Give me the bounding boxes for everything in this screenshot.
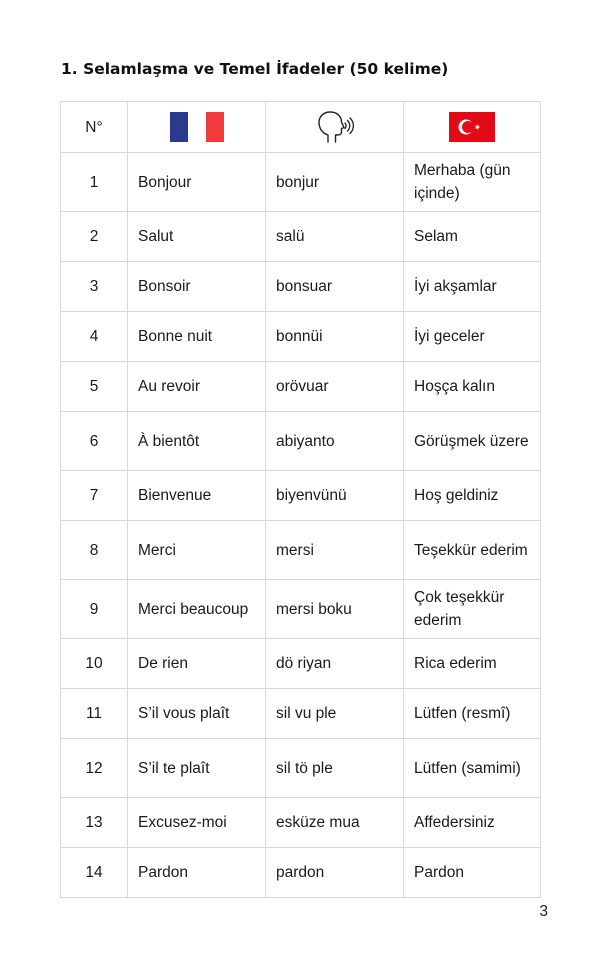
- section-title: 1. Selamlaşma ve Temel İfadeler (50 kelime): [61, 60, 449, 78]
- pronunciation: orövuar: [266, 362, 404, 412]
- turkish-translation: Affedersiniz: [404, 798, 541, 848]
- pronunciation: esküze mua: [266, 798, 404, 848]
- pronunciation: sil vu ple: [266, 689, 404, 739]
- turkish-translation: Lütfen (samimi): [404, 739, 541, 798]
- table-row: [61, 848, 541, 898]
- table-row: [61, 471, 541, 521]
- table-row: [61, 312, 541, 362]
- french-word: S’il vous plaît: [128, 689, 266, 739]
- row-number: 14: [61, 848, 128, 898]
- vocabulary-table: [60, 101, 541, 898]
- french-word: De rien: [128, 639, 266, 689]
- turkish-translation: Hoş geldiniz: [404, 471, 541, 521]
- pronunciation: bonsuar: [266, 262, 404, 312]
- turkish-translation: İyi geceler: [404, 312, 541, 362]
- row-number: 10: [61, 639, 128, 689]
- pronunciation: bonnüi: [266, 312, 404, 362]
- table-row: [61, 639, 541, 689]
- french-word: Bonsoir: [128, 262, 266, 312]
- turkish-translation: Merhaba (gün içinde): [404, 153, 541, 212]
- pronunciation: mersi: [266, 521, 404, 580]
- row-number: 1: [61, 153, 128, 212]
- french-word: Excusez-moi: [128, 798, 266, 848]
- table-row: [61, 212, 541, 262]
- table-row: [61, 262, 541, 312]
- table-row: [61, 739, 541, 798]
- pronunciation: dö riyan: [266, 639, 404, 689]
- table-row: [61, 689, 541, 739]
- table-row: [61, 412, 541, 471]
- french-word: Bonne nuit: [128, 312, 266, 362]
- french-word: Merci beaucoup: [128, 580, 266, 639]
- turkish-translation: Selam: [404, 212, 541, 262]
- french-word: À bientôt: [128, 412, 266, 471]
- french-word: Pardon: [128, 848, 266, 898]
- row-number: 11: [61, 689, 128, 739]
- row-number: 3: [61, 262, 128, 312]
- french-word: Au revoir: [128, 362, 266, 412]
- french-word: Bonjour: [128, 153, 266, 212]
- turkish-translation: İyi akşamlar: [404, 262, 541, 312]
- pronunciation: salü: [266, 212, 404, 262]
- pronunciation: mersi boku: [266, 580, 404, 639]
- turkish-translation: Rica ederim: [404, 639, 541, 689]
- pronunciation: pardon: [266, 848, 404, 898]
- pronunciation: bonjur: [266, 153, 404, 212]
- header-number: [61, 102, 128, 153]
- row-number: 12: [61, 739, 128, 798]
- french-word: Salut: [128, 212, 266, 262]
- turkish-translation: Hoşça kalın: [404, 362, 541, 412]
- pronunciation: sil tö ple: [266, 739, 404, 798]
- turkish-translation: Teşekkür ederim: [404, 521, 541, 580]
- row-number: 6: [61, 412, 128, 471]
- turkish-translation: Lütfen (resmî): [404, 689, 541, 739]
- row-number: 9: [61, 580, 128, 639]
- france-flag-icon: [170, 112, 224, 142]
- table-row: [61, 153, 541, 212]
- turkish-translation: Çok teşekkür ederim: [404, 580, 541, 639]
- turkey-flag-icon: [449, 112, 495, 142]
- row-number: 8: [61, 521, 128, 580]
- table-row: [61, 362, 541, 412]
- table-header-row: [61, 102, 541, 153]
- row-number: 4: [61, 312, 128, 362]
- page-number: 3: [539, 903, 548, 920]
- pronunciation: abiyanto: [266, 412, 404, 471]
- table-row: [61, 521, 541, 580]
- header-french: [128, 102, 266, 153]
- french-word: Merci: [128, 521, 266, 580]
- row-number: 13: [61, 798, 128, 848]
- speaking-head-icon: [315, 110, 355, 144]
- turkish-translation: Görüşmek üzere: [404, 412, 541, 471]
- turkish-translation: Pardon: [404, 848, 541, 898]
- table-row: [61, 798, 541, 848]
- table-row: [61, 580, 541, 639]
- pronunciation: biyenvünü: [266, 471, 404, 521]
- number-column-label: N°: [85, 118, 103, 136]
- row-number: 7: [61, 471, 128, 521]
- row-number: 5: [61, 362, 128, 412]
- row-number: 2: [61, 212, 128, 262]
- french-word: Bienvenue: [128, 471, 266, 521]
- header-pronunciation: [266, 102, 404, 153]
- french-word: S’il te plaît: [128, 739, 266, 798]
- header-turkish: [404, 102, 541, 153]
